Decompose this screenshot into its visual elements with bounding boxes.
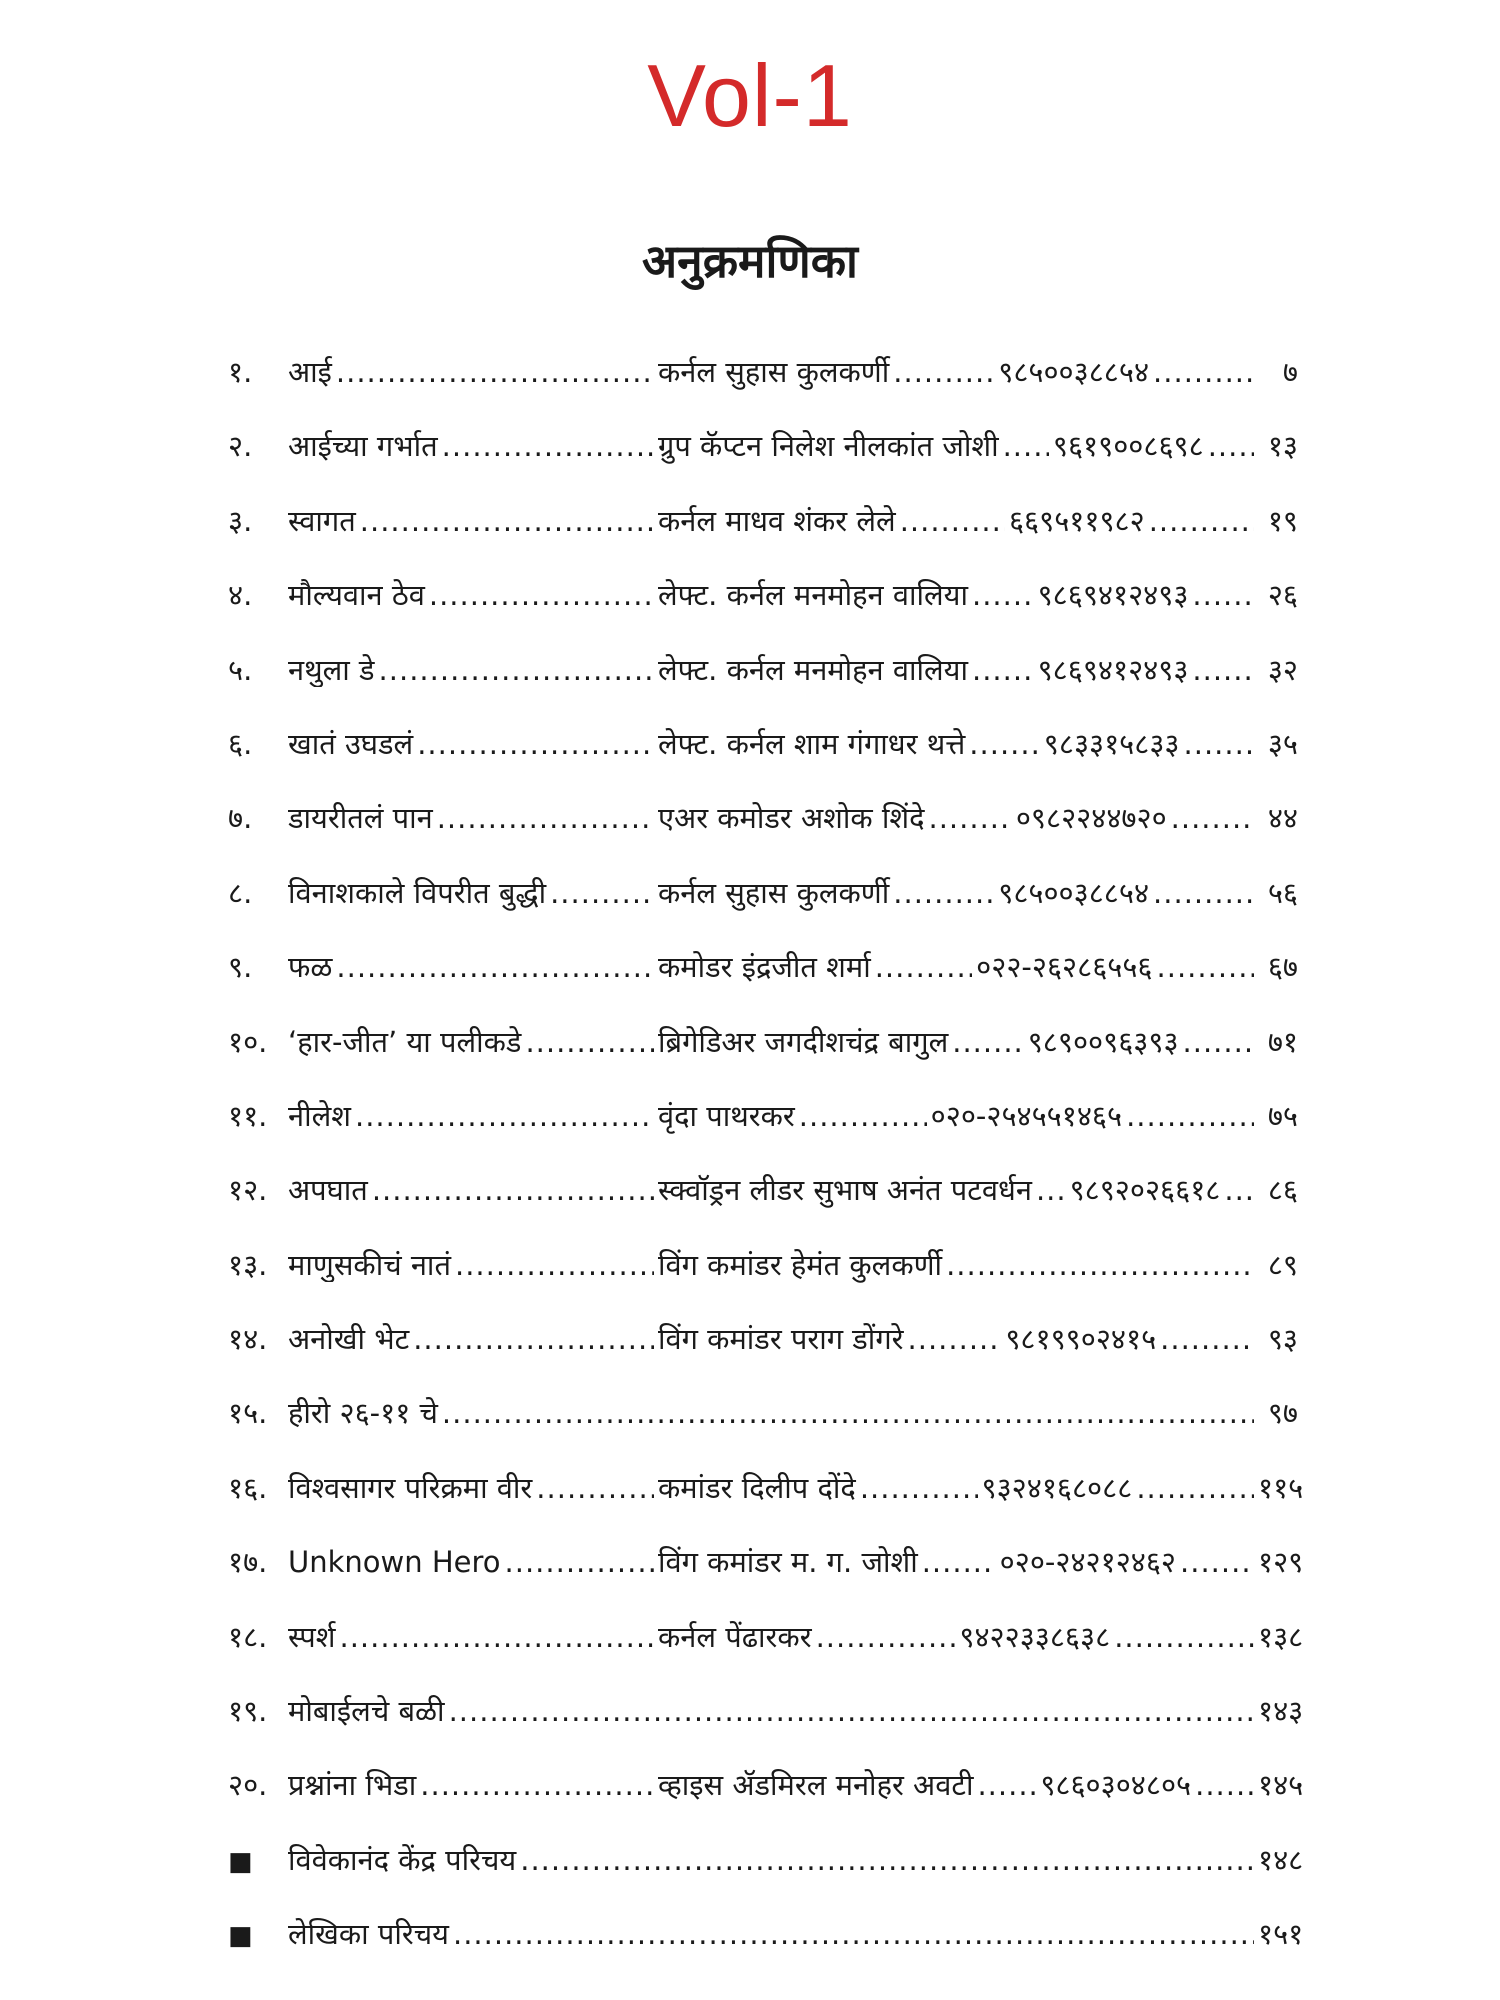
toc-entry (228, 1768, 1304, 1842)
entry-number: ३. (228, 503, 253, 538)
dot-leader (1153, 355, 1254, 390)
entry-title: Unknown Hero (288, 1545, 501, 1580)
entry-author: वृंदा पाथरकर (658, 1098, 795, 1133)
bullet-icon: ■ (228, 1921, 253, 1952)
entry-title: विश्वसागर परिक्रमा वीर (288, 1470, 533, 1505)
appendix-entry (228, 1842, 1304, 1917)
entry-number: ९. (228, 950, 253, 985)
entry-page: १२९ (1258, 1545, 1304, 1580)
toc-entry (228, 876, 1298, 950)
dot-leader (360, 504, 654, 539)
entry-author: कमोडर इंद्रजीत शर्मा (658, 950, 871, 985)
entry-author: विंग कमांडर पराग डोंगरे (658, 1322, 904, 1357)
entry-title: विनाशकाले विपरीत बुद्धी (288, 875, 547, 910)
entry-title: मोबाईलचे बळी (288, 1694, 445, 1729)
dot-leader (893, 876, 994, 911)
entry-phone: ९८९२०२६६१८ (1069, 1173, 1221, 1208)
dot-leader (442, 429, 654, 464)
entry-page: ८६ (1267, 1173, 1298, 1208)
dot-leader (969, 727, 1039, 762)
entry-title: आईच्या गर्भात (288, 429, 438, 464)
entry-title: प्रश्नांना भिडा (288, 1768, 417, 1803)
toc-entry (228, 801, 1298, 875)
entry-number: ४. (228, 578, 253, 613)
entry-page: ४४ (1267, 801, 1298, 836)
entry-phone: ९८६९४१२४९३ (1037, 652, 1189, 687)
dot-leader (1208, 429, 1254, 464)
appendix-title: विवेकानंद केंद्र परिचय (288, 1842, 517, 1877)
toc-entry (228, 1322, 1298, 1396)
entry-number: १८. (228, 1619, 268, 1654)
entry-phone: ०२०-२४२१२४६२ (999, 1545, 1177, 1580)
entry-author: कमांडर दिलीप दोंदे (658, 1470, 856, 1505)
entry-title-cell (288, 355, 658, 390)
entry-number: १६. (228, 1470, 268, 1505)
dot-leader (972, 653, 1034, 688)
appendix-title: लेखिका परिचय (288, 1917, 449, 1952)
dot-leader (1149, 504, 1254, 539)
entry-phone: ९८३३१५८३३ (1043, 726, 1180, 761)
entry-title-cell (288, 429, 658, 464)
dot-leader (908, 1322, 1002, 1357)
dot-leader (442, 1396, 1254, 1431)
dot-leader (816, 1620, 956, 1655)
dot-leader (1157, 950, 1254, 985)
entry-page: ३५ (1267, 726, 1298, 761)
toc-entry (228, 950, 1298, 1024)
dot-leader (1153, 876, 1254, 911)
bullet-icon: ■ (228, 1846, 253, 1877)
dot-leader (952, 1025, 1023, 1060)
dot-leader (922, 1545, 996, 1580)
dot-leader (1180, 1545, 1254, 1580)
dot-leader (420, 1768, 654, 1803)
dot-leader (972, 578, 1034, 613)
toc-entry (228, 1619, 1304, 1694)
dot-leader (336, 355, 654, 390)
entry-page: २६ (1267, 578, 1298, 613)
dot-leader (520, 1843, 1254, 1878)
entry-phone: ९६१९००८६९८ (1052, 429, 1204, 464)
entry-number: १०. (228, 1024, 268, 1059)
entry-title: नथुला डे (288, 652, 375, 687)
entry-page: ११५ (1258, 1470, 1304, 1505)
table-of-contents (228, 355, 1304, 1992)
entry-title: नीलेश (288, 1098, 351, 1133)
dot-leader (355, 1099, 654, 1134)
entry-phone: ९८१९९०२४१५ (1005, 1322, 1157, 1357)
toc-entry (228, 1545, 1304, 1619)
entry-title-cell (288, 1099, 658, 1134)
entry-title: मौल्यवान ठेव (288, 578, 425, 613)
entry-page: १४३ (1258, 1694, 1304, 1729)
dot-leader (336, 950, 654, 985)
entry-title: हीरो २६-११ चे (288, 1396, 438, 1431)
dot-leader (1126, 1099, 1254, 1134)
dot-leader (1003, 429, 1049, 464)
entry-phone: ९८५००३८८५४ (998, 875, 1150, 910)
entry-author: लेफ्ट. कर्नल मनमोहन वालिया (658, 578, 968, 613)
dot-leader (437, 801, 654, 836)
entry-page: ५६ (1267, 875, 1298, 910)
entry-number: ७. (228, 801, 253, 836)
entry-title: अनोखी भेट (288, 1322, 410, 1357)
entry-page: १३ (1267, 429, 1298, 464)
toc-entry (228, 429, 1298, 503)
toc-entry (228, 1396, 1298, 1470)
entry-phone: ६६९५११९८२ (1008, 503, 1145, 538)
entry-author: कर्नल सुहास कुलकर्णी (658, 355, 890, 389)
entry-author: ब्रिगेडिअर जगदीशचंद्र बागुल (658, 1024, 949, 1059)
entry-author: कर्नल माधव शंकर लेले (658, 503, 896, 538)
toc-entry (228, 504, 1298, 578)
entry-author: ग्रुप कॅप्टन निलेश नीलकांत जोशी (658, 429, 999, 464)
toc-entry (228, 653, 1298, 727)
entry-number: ५. (228, 652, 253, 687)
entry-number: १५. (228, 1396, 268, 1431)
entry-phone: ९८६९४१२४९३ (1037, 578, 1189, 613)
dot-leader (875, 950, 972, 985)
dot-leader (449, 1694, 1254, 1729)
entry-number: ८. (228, 875, 253, 910)
entry-author: विंग कमांडर हेमंत कुलकर्णी (658, 1247, 943, 1282)
entry-number: १३. (228, 1247, 268, 1282)
entry-title-cell (288, 1025, 658, 1060)
dot-leader (799, 1099, 927, 1134)
toc-entry (228, 1470, 1304, 1545)
entry-page: ७५ (1267, 1098, 1298, 1133)
entry-phone: ०२०-२५४५५१४६५ (930, 1098, 1123, 1133)
entry-title-cell (288, 1768, 658, 1803)
toc-entry (228, 1248, 1298, 1322)
entry-page: ७ (1282, 355, 1298, 389)
entry-author: कर्नल सुहास कुलकर्णी (658, 875, 890, 910)
entry-page: ९७ (1267, 1396, 1298, 1431)
entry-phone: ९३२४१६८०८८ (981, 1470, 1133, 1505)
entry-page: ९३ (1267, 1322, 1298, 1357)
page-title: अनुक्रमणिका (642, 234, 858, 288)
entry-author: लेफ्ट. कर्नल मनमोहन वालिया (658, 652, 968, 687)
dot-leader (946, 1248, 1254, 1283)
entry-title-cell (288, 1545, 658, 1580)
entry-title-cell (288, 1322, 658, 1357)
entry-title-cell (288, 876, 658, 911)
dot-leader (1195, 1768, 1254, 1803)
dot-leader (453, 1917, 1254, 1952)
entry-title: फळ (288, 950, 333, 985)
dot-leader (977, 1768, 1036, 1803)
entry-page: १४५ (1257, 1768, 1304, 1803)
entry-author: विंग कमांडर म. ग. जोशी (658, 1545, 918, 1580)
entry-number: २०. (228, 1768, 268, 1803)
entry-page: १९ (1267, 503, 1298, 538)
entry-phone: ९८९००९६३९३ (1027, 1024, 1179, 1059)
dot-leader (379, 653, 654, 688)
entry-number: १४. (228, 1322, 268, 1357)
entry-title-cell (288, 1620, 658, 1655)
dot-leader (1160, 1322, 1254, 1357)
toc-entry (228, 578, 1298, 652)
entry-title: स्पर्श (288, 1619, 336, 1654)
dot-leader (550, 876, 654, 911)
entry-title-cell (288, 801, 658, 836)
dot-leader (1136, 1471, 1254, 1506)
dot-leader (1192, 653, 1254, 688)
entry-author: लेफ्ट. कर्नल शाम गंगाधर थत्ते (658, 726, 966, 761)
entry-phone: ९८५००३८८५४ (998, 355, 1150, 389)
dot-leader (372, 1173, 654, 1208)
dot-leader (429, 578, 654, 613)
entry-title-cell (288, 1248, 658, 1283)
entry-title: अपघात (288, 1173, 368, 1208)
entry-title: खातं उघडलं (288, 726, 414, 761)
entry-page: ८९ (1267, 1247, 1298, 1282)
entry-title-cell (288, 653, 658, 688)
entry-title-cell (288, 727, 658, 762)
entry-title-cell (288, 1471, 658, 1506)
dot-leader (455, 1248, 654, 1283)
toc-entry (228, 355, 1298, 429)
entry-title: डायरीतलं पान (288, 801, 433, 836)
entry-number: १२. (228, 1173, 268, 1208)
dot-leader (339, 1620, 654, 1655)
appendix-entry (228, 1917, 1304, 1991)
appendix-page: १४८ (1258, 1842, 1304, 1877)
volume-label: Vol-1 (647, 46, 853, 145)
entry-title-cell (288, 950, 658, 985)
entry-title: ‘हार-जीत’ या पलीकडे (288, 1024, 522, 1059)
entry-number: १. (228, 355, 253, 389)
entry-title: स्वागत (288, 503, 356, 538)
appendix-page: १५१ (1258, 1917, 1304, 1952)
toc-entry (228, 727, 1298, 801)
entry-title-cell (288, 504, 658, 539)
dot-leader (1114, 1620, 1254, 1655)
toc-entry (228, 1099, 1298, 1173)
dot-leader (1184, 727, 1254, 762)
dot-leader (536, 1471, 654, 1506)
toc-entry (228, 1173, 1298, 1247)
entry-number: ६. (228, 726, 253, 761)
dot-leader (1192, 578, 1254, 613)
toc-entry (228, 1694, 1304, 1768)
dot-leader (413, 1322, 654, 1357)
dot-leader (1183, 1025, 1254, 1060)
entry-phone: ९४२२३३८६३८ (959, 1619, 1111, 1654)
entry-author: स्क्वॉड्रन लीडर सुभाष अनंत पटवर्धन (658, 1173, 1032, 1208)
dot-leader (900, 504, 1005, 539)
entry-title: माणुसकीचं नातं (288, 1247, 451, 1282)
entry-page: ६७ (1267, 950, 1298, 985)
entry-title-cell (288, 578, 658, 613)
entry-number: १७. (228, 1545, 268, 1580)
entry-author: कर्नल पेंढारकर (658, 1619, 812, 1654)
entry-page: १३८ (1258, 1619, 1304, 1654)
dot-leader (1171, 801, 1254, 836)
entry-phone: ९८६०३०४८०५ (1040, 1768, 1192, 1803)
entry-page: ३२ (1267, 652, 1298, 687)
dot-leader (505, 1545, 654, 1580)
entry-author: एअर कमोडर अशोक शिंदे (658, 801, 925, 836)
entry-number: ११. (228, 1098, 268, 1133)
dot-leader (860, 1471, 978, 1506)
dot-leader (1224, 1173, 1254, 1208)
entry-author: व्हाइस ॲडमिरल मनोहर अवटी (658, 1768, 974, 1803)
entry-phone: ०२२-२६२८६५५६ (976, 950, 1153, 985)
entry-number: २. (228, 429, 253, 464)
toc-entry (228, 1025, 1298, 1099)
dot-leader (417, 727, 654, 762)
dot-leader (1036, 1173, 1066, 1208)
entry-number: १९. (228, 1694, 268, 1729)
entry-title-cell (288, 1173, 658, 1208)
entry-title: आई (288, 355, 332, 389)
entry-page: ७१ (1267, 1024, 1299, 1059)
dot-leader (525, 1025, 654, 1060)
dot-leader (929, 801, 1012, 836)
entry-phone: ०९८२२४४७२० (1015, 801, 1167, 836)
dot-leader (893, 355, 994, 390)
